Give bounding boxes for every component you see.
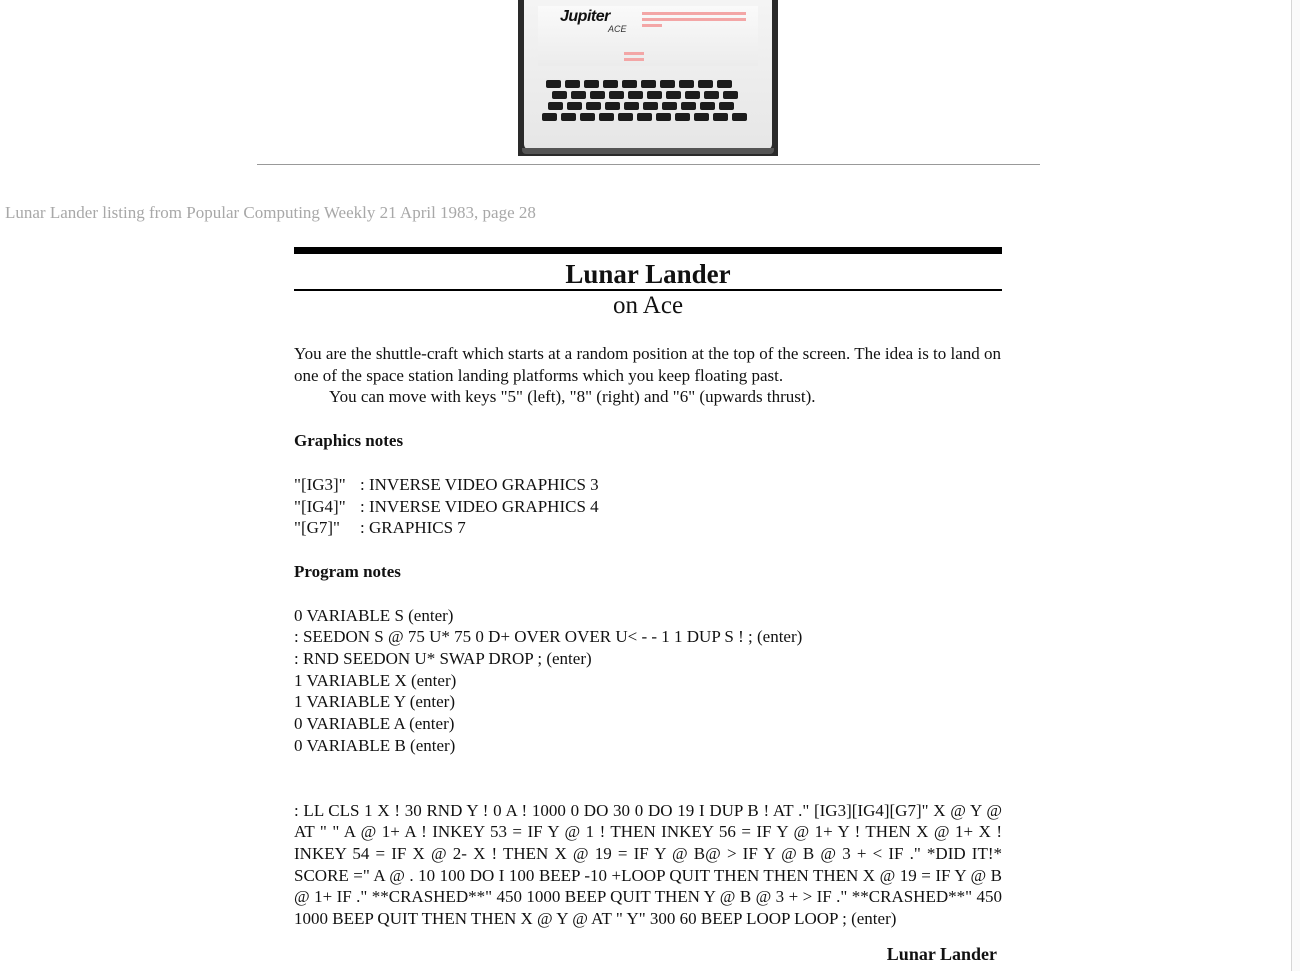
graphics-desc: : INVERSE VIDEO GRAPHICS 4 <box>360 496 599 516</box>
graphics-note <box>294 474 1002 496</box>
graphics-notes-list <box>294 474 1002 539</box>
listing-line: : SEEDON S @ 75 U* 75 0 D+ OVER OVER U< - - 1 1 DUP S ! ; (enter) <box>294 627 803 647</box>
logo-stripe <box>642 18 746 21</box>
thick-rule <box>294 247 1002 254</box>
image-caption: Lunar Lander listing from Popular Computing Weekly 21 April 1983, page 28 <box>5 203 536 222</box>
logo-stripe <box>624 58 644 61</box>
graphics-code: "[IG4]" <box>294 496 346 516</box>
footer-label: Lunar Lander <box>886 944 997 964</box>
controls-text: You can move with keys "5" (left), "8" (right) and "6" (upwards thrust). <box>329 387 816 407</box>
logo-stripe <box>624 52 644 55</box>
listing-line: 0 VARIABLE B (enter) <box>294 735 456 755</box>
computer-base <box>522 148 774 154</box>
computer-body <box>524 0 772 150</box>
article-subtitle: on Ace <box>612 292 684 319</box>
program-listing <box>294 605 1002 757</box>
graphics-note <box>294 517 1002 539</box>
program-notes-heading: Program notes <box>294 561 401 581</box>
jupiter-ace-photo <box>518 0 778 156</box>
logo-stripe <box>642 12 746 15</box>
main-program-listing: : LL CLS 1 X ! 30 RND Y ! 0 A ! 1000 0 DO 30 0 DO 19 I DUP B ! AT ." [IG3][IG4][G7]" X @ Y @ AT " " A @ 1+ A ! INKEY 53 = IF Y @ 1 ! THEN INKEY 56 = IF Y @ 1+ Y ! THEN X @ 1+ X ! INKEY 54 = IF X @ 2- X ! THEN X @ 19 = IF Y @ B@ > IF Y @ B @ 3 + < IF ." *DID IT!* SCORE =" A @ . 10 100 DO I 100 BEEP -10 +LOOP QUIT THEN THEN THEN X @ 19 = IF Y @ B @ 1+ IF ." **CRASHED**" 450 1000 BEEP QUIT THEN Y @ B @ 3 + > IF ." **CRASHED**" 450 1000 BEEP QUIT THEN THEN X @ Y @ AT " Y" 300 60 BEEP LOOP LOOP ; (enter) <box>294 800 1002 929</box>
listing-line: 1 VARIABLE X (enter) <box>294 670 457 690</box>
model-label: ACE <box>608 24 627 34</box>
graphics-desc: : GRAPHICS 7 <box>360 518 466 538</box>
logo-stripe <box>642 24 662 27</box>
horizontal-divider <box>257 164 1040 165</box>
graphics-notes-heading: Graphics notes <box>294 431 404 451</box>
listing-line: 0 VARIABLE A (enter) <box>294 714 455 734</box>
graphics-code: "[G7]" <box>294 518 340 538</box>
brand-logo: Jupiter <box>560 8 610 25</box>
scrollbar[interactable] <box>1291 0 1300 971</box>
article-title: Lunar Lander <box>565 259 731 289</box>
listing-line: 1 VARIABLE Y (enter) <box>294 692 456 712</box>
keyboard <box>542 80 772 124</box>
intro-text: You are the shuttle-craft which starts at a random position at the top of the screen. The idea is to land on one of the space station landing platforms which you keep floating past. <box>294 344 1002 385</box>
graphics-desc: : INVERSE VIDEO GRAPHICS 3 <box>360 474 599 494</box>
listing-line: : RND SEEDON U* SWAP DROP ; (enter) <box>294 649 592 669</box>
graphics-note <box>294 496 1002 518</box>
listing-line: 0 VARIABLE S (enter) <box>294 605 454 625</box>
intro-paragraph <box>294 343 1002 408</box>
graphics-code: "[IG3]" <box>294 474 346 494</box>
article <box>294 247 1002 930</box>
